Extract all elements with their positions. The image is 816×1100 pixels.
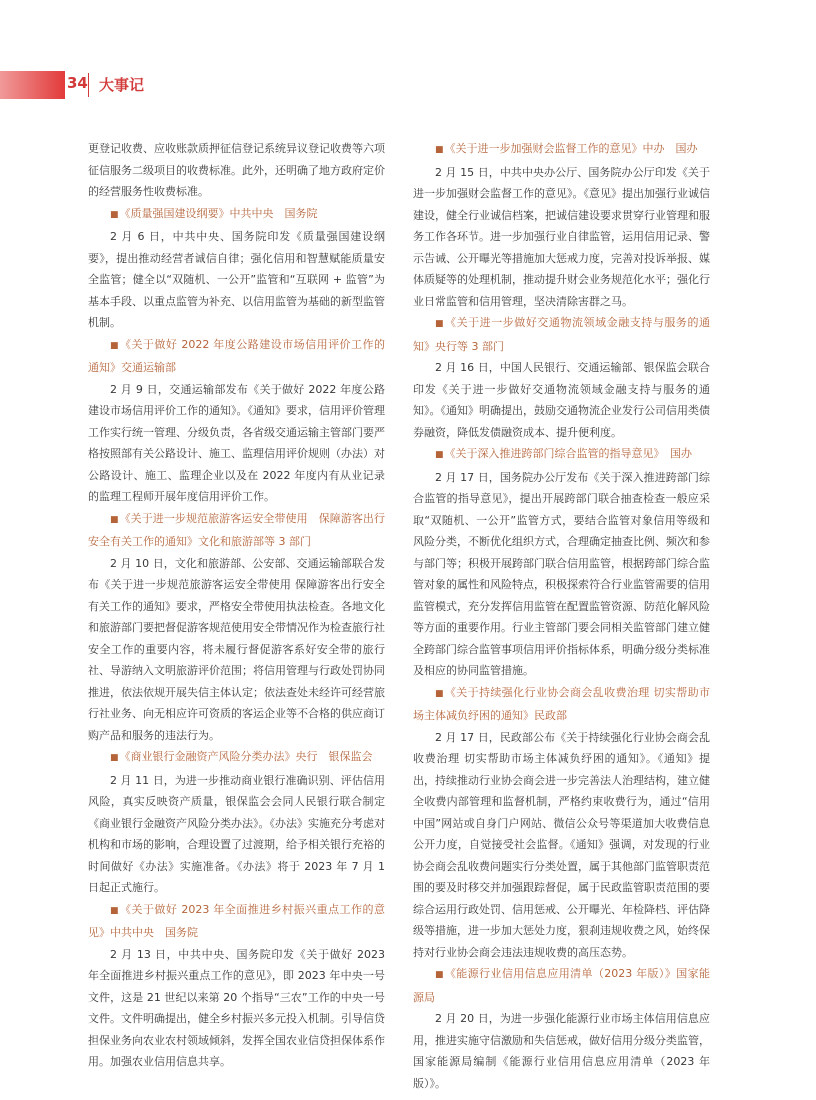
entry-paragraph: 2 月 6 日，中共中央、国务院印发《质量强国建设纲要》，提出推动经营者诚信自律；强化信用和智慧赋能质量安全监管；健全以“双随机、一公开”监管和“互联网 + 监管”为基本手段、以重点监管为补充、以信用监管为基础的新型监管机制。 — [88, 230, 385, 329]
entry-heading-text: 《能源行业信用信息应用清单（2023 年版）》国家能源局 — [413, 967, 710, 1004]
entry-heading — [88, 899, 385, 944]
square-bullet-icon: ■ — [110, 514, 120, 525]
square-bullet-icon: ■ — [110, 209, 120, 220]
square-bullet-icon: ■ — [110, 340, 120, 351]
square-bullet-icon: ■ — [110, 905, 120, 916]
entry-heading — [88, 746, 385, 770]
entry-heading — [413, 443, 710, 467]
left-column — [88, 138, 385, 1073]
entry-paragraph: 2 月 16 日，中国人民银行、交通运输部、银保监会联合印发《关于进一步做好交通物流领域金融支持与服务的通知》。《通知》明确提出，鼓励交通物流企业发行公司信用类债券融资，降低发债融资成本、提升便利度。 — [413, 361, 710, 439]
entry-paragraph: 2 月 17 日，国务院办公厅发布《关于深入推进跨部门综合监管的指导意见》，提出开展跨部门联合抽查检查一般应采取“双随机、一公开”监管方式，要结合监管对象信用等级和风险分类，不断优化组织方式，合理确定抽查比例、频次和参与部门等；积极开展跨部门联合信用监管，根据跨部门综合监管对象的属性和风险特点，积极探索符合行业监管需要的信用监管模式，充分发挥信用监管在配置监管资源、防范化解风险等方面的重要作用。行业主管部门要会同相关监管部门建立健全跨部门综合监管事项信用评价指标体系，明确分级分类标准及相应的协同监管措施。 — [413, 470, 710, 677]
square-bullet-icon: ■ — [435, 970, 445, 980]
square-bullet-icon: ■ — [435, 145, 445, 155]
square-bullet-icon: ■ — [435, 688, 445, 699]
entry-heading — [413, 682, 710, 727]
entry-paragraph: 2 月 13 日，中共中央、国务院印发《关于做好 2023 年全面推进乡村振兴重点工作的意见》，即 2023 年中央一号文件，这是 21 世纪以来第 20 个指导“三农”工作的中央一号文件。文件明确提出，健全乡村振兴多元投入机制。引导信贷担保业务向农业农村领域倾斜，发挥全国农业信贷担保体系作用。加强农业信用信息共享。 — [88, 947, 385, 1068]
entry-heading — [413, 138, 710, 162]
entry-heading-text: 《关于持续强化行业协会商会乱收费治理 切实帮助市场主体减负纾困的通知》民政部 — [413, 685, 710, 722]
entry-heading — [88, 334, 385, 379]
square-bullet-icon: ■ — [435, 450, 445, 460]
entry-heading-text: 《质量强国建设纲要》中共中央 国务院 — [119, 206, 318, 220]
section-title: 大事记 — [99, 76, 145, 94]
entry-heading-text: 《商业银行金融资产风险分类办法》央行 银保监会 — [119, 750, 373, 763]
entry-paragraph: 2 月 17 日，民政部公布《关于持续强化行业协会商会乱收费治理 切实帮助市场主体减负纾困的通知》。《通知》提出，持续推动行业协会商会进一步完善法人治理结构，建立健全收费内部管理和监督机制，严格约束收费行为，通过“信用中国”网站或自身门户网站、微信公众号等渠道加大收费信息公开力度，自觉接受社会监督。《通知》强调，对发现的行业协会商会乱收费问题实行分类处置，属于其他部门监管职责范围的要及时移交并加强跟踪督促，属于民政监管职责范围的要综合运用行政处罚、信用惩戒、公开曝光、年检降档、评估降级等措施，进一步加大惩处力度，狠刹违规收费之风，始终保持对行业协会商会违法违规收费的高压态势。 — [413, 730, 710, 959]
entry-paragraph: 2 月 10 日，文化和旅游部、公安部、交通运输部联合发布《关于进一步规范旅游客运安全带使用 保障游客出行安全有关工作的通知》要求，严格安全带使用执法检查。各地文化和旅游部门要把督促游客规范使用安全带情况作为检查旅行社安全工作的重要内容，将未履行督促游客系好安全带的旅行社、导游纳入文明旅游评价范围；将信用管理与行政处罚协同推进，依法依规开展失信主体认定；依法查处未经许可经营旅行社业务、向无相应许可资质的客运企业等不合格的供应商订购产品和服务的违法行为。 — [88, 556, 385, 742]
entry-heading-text: 《关于进一步做好交通物流领域金融支持与服务的通知》央行等 3 部门 — [413, 316, 710, 353]
header-divider — [88, 73, 89, 97]
entry-heading-text: 《关于做好 2022 年度公路建设市场信用评价工作的通知》交通运输部 — [88, 337, 385, 374]
entry-heading-text: 《关于进一步规范旅游客运安全带使用 保障游客出行安全有关工作的通知》文化和旅游部等 3 部门 — [88, 511, 385, 548]
page-number: 34 — [67, 74, 88, 92]
entry-paragraph: 更登记收费、应收账款质押征信登记系统异议登记收费等六项征信服务二级项目的收费标准。此外，还明确了地方政府定价的经营服务性收费标准。 — [88, 142, 385, 198]
entry-paragraph: 2 月 15 日，中共中央办公厅、国务院办公厅印发《关于进一步加强财会监督工作的意见》。《意见》提出加强行业诚信建设，健全行业诚信档案，把诚信建设要求贯穿行业管理和服务工作各环节。进一步加强行业自律监管，运用信用记录、警示告诫、公开曝光等措施加大惩戒力度，完善对投诉举报、媒体质疑等的处理机制，推动提升财会业务规范化水平；强化行业日常监管和信用管理，坚决清除害群之马。 — [413, 165, 710, 308]
header-color-bar — [0, 71, 65, 99]
square-bullet-icon: ■ — [110, 753, 120, 763]
entry-heading — [413, 963, 710, 1008]
square-bullet-icon: ■ — [435, 319, 446, 329]
entry-heading — [88, 203, 385, 227]
entry-heading — [413, 312, 710, 357]
right-column — [413, 138, 710, 1094]
entry-heading — [88, 508, 385, 553]
entry-heading-text: 《关于深入推进跨部门综合监管的指导意见》 国办 — [444, 447, 693, 460]
entry-heading-text: 《关于做好 2023 年全面推进乡村振兴重点工作的意见》中共中央 国务院 — [88, 902, 385, 939]
entry-heading-text: 《关于进一步加强财会监督工作的意见》中办 国办 — [444, 142, 698, 155]
entry-paragraph: 2 月 20 日，为进一步强化能源行业市场主体信用信息应用，推进实施守信激励和失信惩戒，做好信用分级分类监管，国家能源局编制《能源行业信用信息应用清单（2023 年版）》。 — [413, 1012, 710, 1090]
entry-paragraph: 2 月 9 日，交通运输部发布《关于做好 2022 年度公路建设市场信用评价工作的通知》。《通知》要求，信用评价管理工作实行统一管理、分级负责，各省级交通运输主管部门要严格按照部有关公路设计、施工、监理信用评价规则（办法）对公路设计、施工、监理企业以及在 2022 年度内有从业记录的监理工程师开展年度信用评价工作。 — [88, 382, 385, 503]
entry-paragraph: 2 月 11 日，为进一步推动商业银行准确识别、评估信用风险，真实反映资产质量，银保监会会同人民银行联合制定《商业银行金融资产风险分类办法》。《办法》实施充分考虑对机构和市场的影响，合理设置了过渡期，给予相关银行充裕的时间做好《办法》实施准备。《办法》将于 2023 年 7 月 1 日起正式施行。 — [88, 773, 385, 894]
